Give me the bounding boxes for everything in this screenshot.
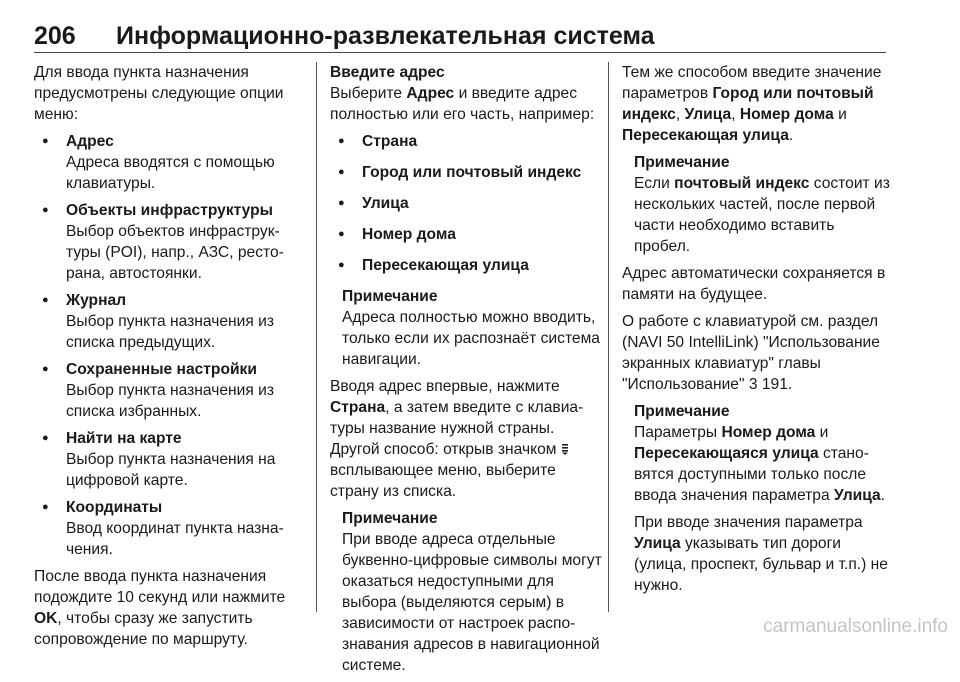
paragraph: О работе с клавиатурой см. раздел (NAVI 50 IntelliLink) "Использование экранных клавиатур" главы "Использование" 3 191. (622, 313, 880, 393)
item-desc: Адреса вводятся с помощью клавиатуры. (66, 154, 275, 192)
destination-options-list (34, 131, 304, 560)
item-title: Сохраненные настройки (66, 361, 257, 378)
list-item (34, 131, 304, 194)
paragraph: Адрес автоматически сохраняется в памяти на будущее. (622, 265, 886, 303)
page-header (34, 20, 886, 53)
item-desc: Выбор пункта назначения из списка предыдущих. (66, 313, 274, 351)
column-1 (34, 62, 304, 656)
item-title: Найти на карте (66, 430, 182, 447)
list-item: ● Улица (330, 193, 608, 214)
item-desc: Выбор пункта назначения из списка избранных. (66, 382, 274, 420)
item-title: Координаты (66, 499, 163, 516)
item-title: Журнал (66, 292, 127, 309)
note (622, 152, 890, 257)
list-item: ● Пересекающая улица (330, 255, 608, 276)
paragraph: Вводя адрес впервые, нажмите Страна, а затем введите с клавиатуры название нужной страны. Другой способ: открыв значком всплывающее меню, выберите страну из списка. (330, 378, 584, 500)
section-heading: Введите адрес (330, 64, 445, 81)
note-text: При вводе адреса отдельные буквенно-цифровые символы могут оказаться недоступными для выбора (выделяются серым) в зависимости от настроек распознавания адресов в навигационной системе. (342, 531, 602, 674)
list-item (34, 497, 304, 560)
item-desc: Выбор объектов инфраструктуры (POI), напр., АЗС, ресторана, автостоянки. (66, 223, 284, 282)
page-ref-icon: 3 (748, 376, 758, 393)
column-divider (608, 62, 609, 612)
list-item (34, 200, 304, 284)
page-number: 206 (34, 22, 76, 50)
list-item: ● Страна (330, 131, 608, 152)
column-3 (622, 62, 890, 602)
note-text: При вводе значения параметра Улица указывать тип дороги (улица, проспект, бульвар и т.п.) не нужно. (634, 514, 888, 594)
list-item: ● Город или почтовый индекс (330, 162, 608, 183)
list-item: ● Номер дома (330, 224, 608, 245)
note (330, 286, 608, 370)
note-title: Примечание (342, 288, 438, 305)
list-item (34, 359, 304, 422)
note-title: Примечание (342, 510, 438, 527)
page-title: Информационно-развлекательная система (116, 22, 655, 50)
item-title: Объекты инфраструктуры (66, 202, 273, 219)
item-title: Адрес (66, 133, 114, 150)
list-item (34, 428, 304, 491)
note-text: Параметры Номер дома и Пересекающаяся улица становятся доступными только после ввода значения параметра Улица. (634, 424, 885, 504)
note-text: Если почтовый индекс состоит из нескольких частей, после первой части необходимо вставить пробел. (634, 175, 890, 255)
intro-text: Для ввода пункта назначения предусмотрены следующие опции меню: (34, 64, 284, 123)
note-text: Адреса полностью можно вводить, только если их распознаёт система навигации. (342, 309, 600, 368)
note-title: Примечание (634, 403, 730, 420)
column-divider (316, 62, 317, 612)
address-fields-list (330, 131, 608, 276)
note-title: Примечание (634, 154, 730, 171)
column-2 (330, 62, 608, 682)
list-item (34, 290, 304, 353)
item-desc: Выбор пункта назначения на цифровой карте. (66, 451, 276, 489)
paragraph: Тем же способом введите значение параметров Город или почтовый индекс, Улица, Номер дома и Пересекающая улица. (622, 64, 882, 144)
note (330, 508, 608, 676)
ok-label: OK (34, 610, 58, 627)
outro-text: После ввода пункта назначения подождите 10 секунд или нажмите OK, чтобы сразу же запустить сопровождение по маршруту. (34, 568, 286, 648)
item-desc: Ввод координат пункта назначения. (66, 520, 284, 558)
paragraph: Выберите Адрес и введите адрес полностью или его часть, например: (330, 85, 595, 123)
watermark: carmanualsonline.info (763, 616, 948, 637)
list-icon (561, 443, 569, 455)
note (622, 401, 890, 596)
